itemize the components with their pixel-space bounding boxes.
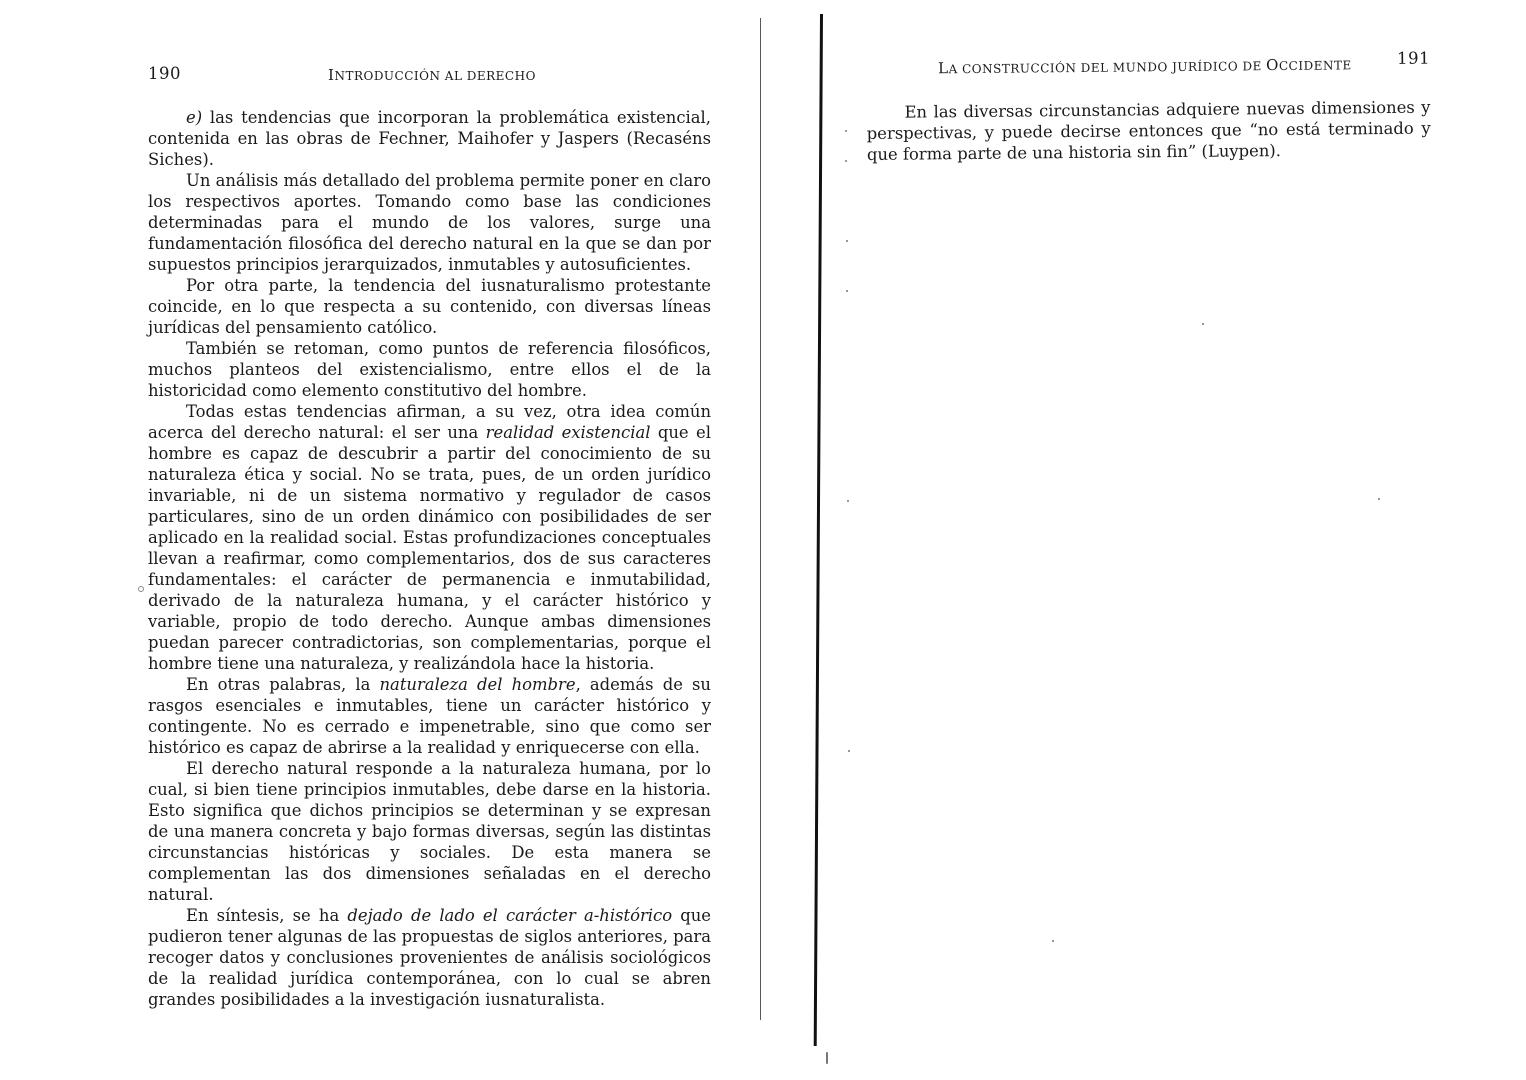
paragraph: e) las tendencias que incorporan la problemática existencial, contenida en las obras de Fechner, Maihofer y Jaspers (Recaséns Siches). [148, 108, 711, 169]
right-body-text [866, 97, 1431, 165]
right-running-title: LA CONSTRUCCIÓN DEL MUNDO JURÍDICO DE OCCIDENTE [938, 56, 1352, 78]
gutter-line [760, 18, 761, 1020]
scan-speck [845, 130, 847, 132]
scan-speck [826, 1052, 828, 1064]
left-body-text [148, 107, 711, 1010]
scan-speck [1052, 940, 1054, 942]
scan-speck [846, 290, 848, 292]
scan-speck [1378, 498, 1380, 500]
paragraph: En las diversas circunstancias adquiere nuevas dimensiones y perspectivas, y puede decirse entonces que “no está terminado y que forma parte de una historia sin fin” (Luypen). [866, 97, 1431, 164]
right-running-head [866, 48, 1431, 84]
left-page-number: 190 [148, 64, 181, 83]
scan-speck [847, 500, 849, 502]
paragraph: El derecho natural responde a la naturaleza humana, por lo cual, si bien tiene principios inmutables, debe darse en la historia. Esto significa que dichos principios se determinan y se expresan de una manera concreta y bajo formas diversas, según las distintas circunstancias históricas y sociales. De esta manera se complementan las dos dimensiones señaladas en el derecho natural. [148, 759, 711, 904]
right-page [866, 48, 1431, 165]
left-running-head [148, 64, 711, 92]
scan-speck [846, 240, 848, 242]
left-page [148, 64, 711, 1010]
paragraph: Todas estas tendencias afirman, a su vez, otra idea común acerca del derecho natural: el ser una realidad existencial que el hombre es capaz de descubrir a partir del conocimiento de su naturaleza ética y social. No se trata, pues, de un orden jurídico invariable, ni de un sistema normativo y regulador de casos particulares, sino de un orden dinámico con posibilidades de ser aplicado en la realidad social. Estas profundizaciones conceptuales llevan a reafirmar, como complementarios, dos de sus caracteres fundamentales: el carácter de permanencia e inmutabilidad, derivado de la naturaleza humana, y el carácter histórico y variable, propio de todo derecho. Aunque ambas dimensiones puedan parecer contradictorias, son complementarias, porque el hombre tiene una naturaleza, y realizándola hace la historia. [148, 402, 711, 673]
right-page-number: 191 [1396, 48, 1431, 68]
paragraph: En otras palabras, la naturaleza del hombre, además de su rasgos esenciales e inmutables, tiene un carácter histórico y contingente. No es cerrado e impenetrable, sino que como ser histórico es capaz de abrirse a la realidad y enriquecerse con ella. [148, 675, 711, 757]
scan-speck [1202, 323, 1204, 325]
paragraph: En síntesis, se ha dejado de lado el carácter a-histórico que pudieron tener algunas de las propuestas de siglos anteriores, para recoger datos y conclusiones provenientes de análisis sociológicos de la realidad jurídica contemporánea, con lo cual se abren grandes posibilidades a la investigación iusnaturalista. [148, 906, 712, 1009]
paragraph: Un análisis más detallado del problema permite poner en claro los respectivos aportes. Tomando como base las condiciones determinadas para el mundo de los valores, surge una fundamentación filosófica del derecho natural en la que se dan por supuestos principios jerarquizados, inmutables y autosuficientes. [148, 171, 711, 274]
left-running-title: INTRODUCCIÓN AL DERECHO [328, 66, 536, 84]
scan-speck [848, 750, 850, 752]
paragraph: Por otra parte, la tendencia del iusnaturalismo protestante coincide, en lo que respecta a su contenido, con diversas líneas jurídicas del pensamiento católico. [148, 276, 711, 337]
scan-speck [138, 586, 144, 592]
scan-speck [845, 160, 847, 162]
paragraph: También se retoman, como puntos de referencia filosóficos, muchos planteos del existencialismo, entre ellos el de la historicidad como elemento constitutivo del hombre. [148, 339, 711, 400]
binding-edge [814, 14, 823, 1046]
